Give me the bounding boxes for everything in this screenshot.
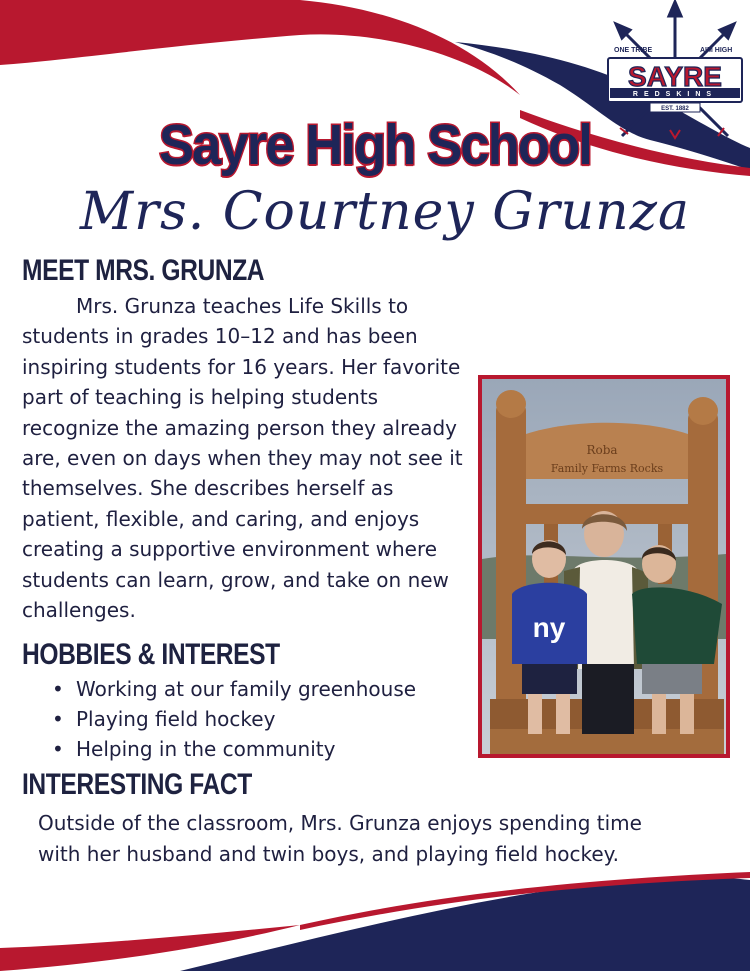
- svg-text:REDSKINS: REDSKINS: [632, 91, 718, 98]
- svg-text:Roba: Roba: [586, 443, 618, 457]
- teacher-name: Mrs. Courtney Grunza: [79, 182, 691, 242]
- svg-text:AIM HIGH: AIM HIGH: [700, 47, 733, 54]
- school-title: Sayre High School: [158, 113, 592, 177]
- svg-text:ny: ny: [532, 612, 566, 643]
- list-item: • Working at our family greenhouse: [52, 674, 416, 704]
- hobbies-list: [52, 674, 416, 764]
- bio-paragraph: [22, 291, 474, 625]
- hobbies-heading: HOBBIES & INTEREST: [22, 638, 280, 671]
- list-item: • Playing field hockey: [52, 704, 416, 734]
- fact-heading: INTERESTING FACT: [22, 768, 252, 801]
- teacher-family-photo: [482, 379, 726, 754]
- fact-paragraph: Outside of the classroom, Mrs. Grunza enjoys spending time with her husband and twin boys, and playing field hockey.: [38, 811, 642, 866]
- teacher-photo-frame: [478, 375, 730, 758]
- list-item: • Helping in the community: [52, 734, 416, 764]
- svg-text:Family Farms Rocks: Family Farms Rocks: [550, 462, 664, 475]
- svg-text:EST. 1882: EST. 1882: [661, 106, 689, 112]
- meet-heading: MEET MRS. GRUNZA: [22, 254, 265, 287]
- svg-text:SAYRE: SAYRE: [628, 61, 722, 92]
- svg-text:ONE TRIBE: ONE TRIBE: [614, 47, 653, 54]
- bio-text: Mrs. Grunza teaches Life Skills to students in grades 10–12 and has been inspiring students for 16 years. Her favorite part of teaching is helping students recognize the amazing person they already are, even on days when they may not see it themselves. She describes herself as patient, flexible, and caring, and enjoys creating a supportive environment where students can learn, grow, and take on new challenges.: [22, 294, 463, 623]
